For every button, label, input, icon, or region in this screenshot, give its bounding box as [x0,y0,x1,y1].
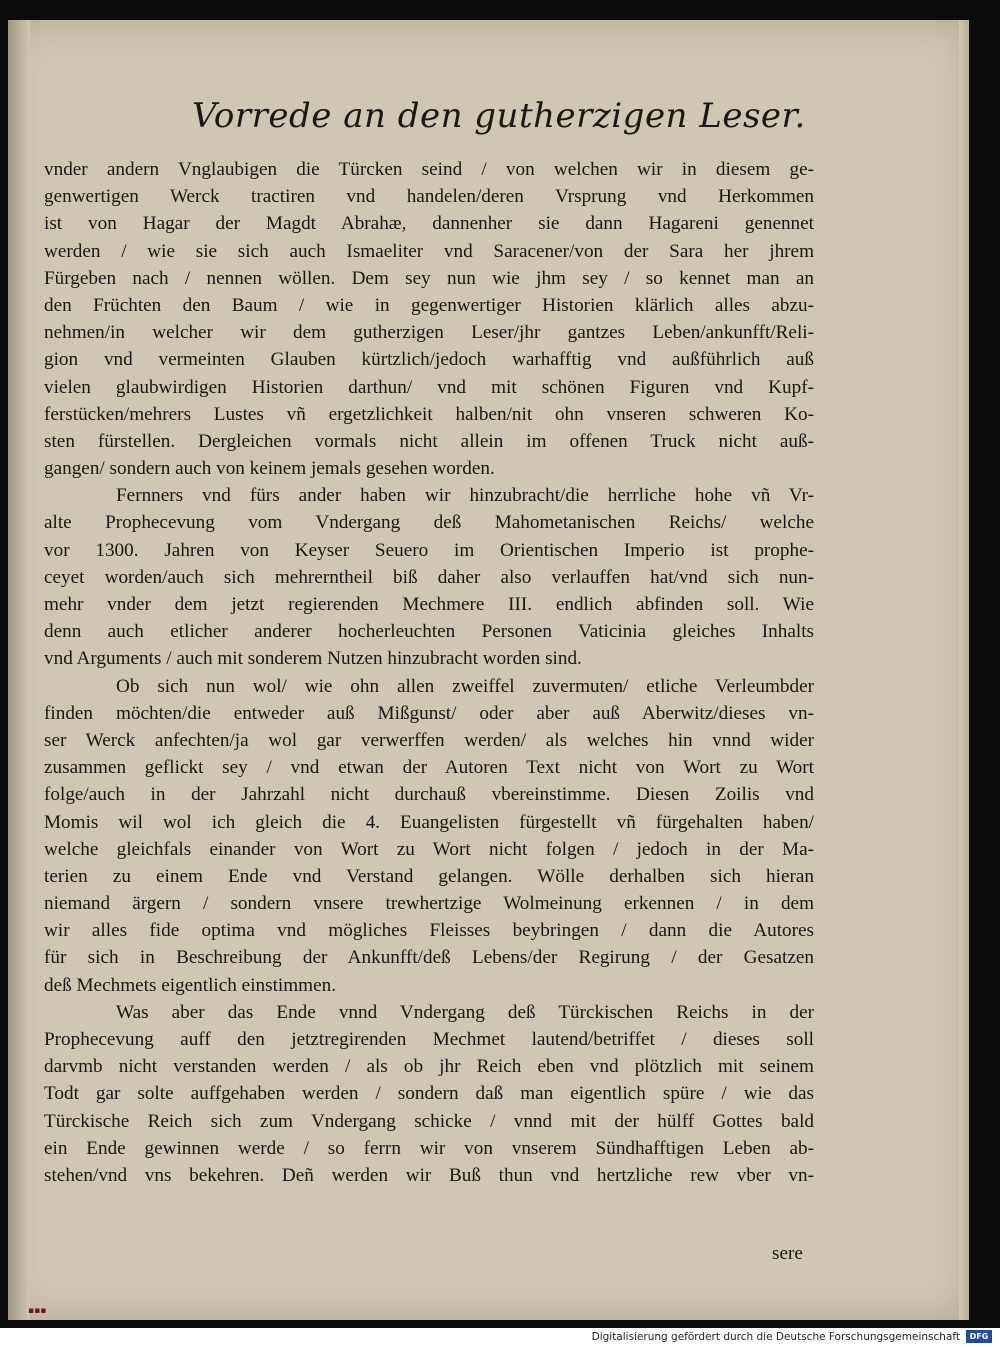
funding-credit: Digitalisierung gefördert durch die Deutsche Forschungsgemeinschaft [591,1331,960,1343]
text-line: ein Ende gewinnen werde / so ferrn wir von vnserem Sündhafftigen Leben ab- [44,1137,814,1159]
text-line: welche gleichfals einander von Wort zu Wort nicht folgen / jedoch in der Ma- [44,838,814,860]
text-line: Was aber das Ende vnnd Vndergang deß Türckischen Reichs in der [116,1001,814,1023]
text-line: stehen/vnd vns bekehren. Deñ werden wir Buß thun vnd hertzliche rew vber vn- [44,1164,814,1186]
text-line: Todt gar solte auffgehaben werden / sondern daß man eigentlich spüre / wie das [44,1083,814,1105]
text-line: wir alles fide optima vnd mögliches Fleisses beybringen / dann die Autores [44,920,814,942]
text-line: sten fürstellen. Dergleichen vormals nicht allein im offenen Truck nicht auß- [44,430,814,452]
text-line: vor 1300. Jahren von Keyser Seuero im Orientischen Imperio ist prophe- [44,539,814,561]
catchword: sere [772,1243,803,1264]
text-line: nehmen/in welcher wir dem gutherzigen Leser/jhr gantzes Leben/ankunfft/Reli- [44,322,814,344]
text-line: terien zu einem Ende vnd Verstand gelangen. Wölle derhalben sich hieran [44,865,814,887]
text-line: deß Mechmets eigentlich einstimmen. [44,974,337,996]
text-line: ist von Hagar der Magdt Abrahæ, dannenher sie dann Hagareni genennet [44,213,814,235]
text-line: darvmb nicht verstanden werden / als ob jhr Reich eben vnd plötzlich mit seinem [44,1056,814,1078]
text-line: den Früchten den Baum / wie in gegenwertiger Historien klärlich alles abzu- [44,294,814,316]
text-line: zusammen geflickt sey / vnd etwan der Autoren Text nicht von Wort zu Wort [44,757,814,779]
running-head: Vorrede an den gutherzigen Leser. [192,96,806,136]
text-line: für sich in Beschreibung der Ankunfft/deß Lebens/der Regirung / der Gesatzen [44,947,814,969]
text-line: vnd Arguments / auch mit sonderem Nutzen hinzubracht worden sind. [44,648,582,670]
text-line: ser Werck anfechten/ja wol gar verwerffen werden/ als welches hin vnnd wider [44,729,814,751]
text-line: Fürgeben nach / nennen wöllen. Dem sey nun wie jhm sey / so kennet man an [44,267,814,289]
page-edge-shadow [959,20,969,1320]
text-line: genwertigen Werck tractiren vnd handelen/deren Vrsprung vnd Herkommen [44,186,814,208]
text-line: Momis wil wol ich gleich die 4. Euangelisten fürgestellt vñ fürgehalten haben/ [44,811,814,833]
text-line: alte Prophecevung vom Vndergang deß Mahometanischen Reichs/ welche [44,512,814,534]
text-line: mehr vnder dem jetzt regierenden Mechmere III. endlich abfinden soll. Wie [44,594,814,615]
text-line: finden möchten/die entweder auß Mißgunst/ oder aber auß Aberwitz/dieses vn- [44,702,814,724]
text-line: vielen glaubwirdigen Historien darthun/ vnd mit schönen Figuren vnd Kupf- [44,376,814,398]
text-line: Türckische Reich sich zum Vndergang schicke / vnnd mit der hülff Gottes bald [44,1110,814,1132]
text-line: Fernners vnd fürs ander haben wir hinzubracht/die herrliche hohe vñ Vr- [116,485,814,507]
text-line: gion vnd vermeinten Glauben kürtzlich/jedoch warhafftig vnd außführlich auß [44,349,814,371]
footer-bar [0,1328,1000,1347]
text-line: gangen/ sondern auch von keinem jemals gesehen worden. [44,458,495,480]
scan-corner-mark: ▪▪▪ [28,1306,47,1316]
text-line: folge/auch in der Jahrzahl nicht durchauß vbereinstimme. Diesen Zoilis vnd [44,784,814,806]
text-line: denn auch etlicher anderer hocherleuchten Personen Vaticinia gleiches Inhalts [44,621,814,643]
text-line: ferstücken/mehrers Lustes vñ ergetzlichkeit halben/nit ohn vnseren schweren Ko- [44,403,814,425]
text-line: Prophecevung auff den jetztregirenden Mechmet lautend/betriffet / dieses soll [44,1029,814,1050]
text-line: werden / wie sie sich auch Ismaeliter vnd Saracener/von der Sara her jhrem [44,240,814,262]
dfg-logo-icon[interactable]: DFG [966,1330,992,1343]
text-line: niemand ärgern / sondern vnsere trewhertzige Wolmeinung erkennen / in dem [44,893,814,915]
body-text [44,156,814,1189]
page-gutter-shadow [8,20,30,1320]
text-line: Ob sich nun wol/ wie ohn allen zweiffel zuvermuten/ etliche Verleumbder [116,675,814,697]
text-line: ceyet worden/auch sich mehrerntheil biß daher also verlauffen hat/vnd sich nun- [44,566,814,588]
text-line: vnder andern Vnglaubigen die Türcken seind / von welchen wir in diesem ge- [44,159,814,180]
